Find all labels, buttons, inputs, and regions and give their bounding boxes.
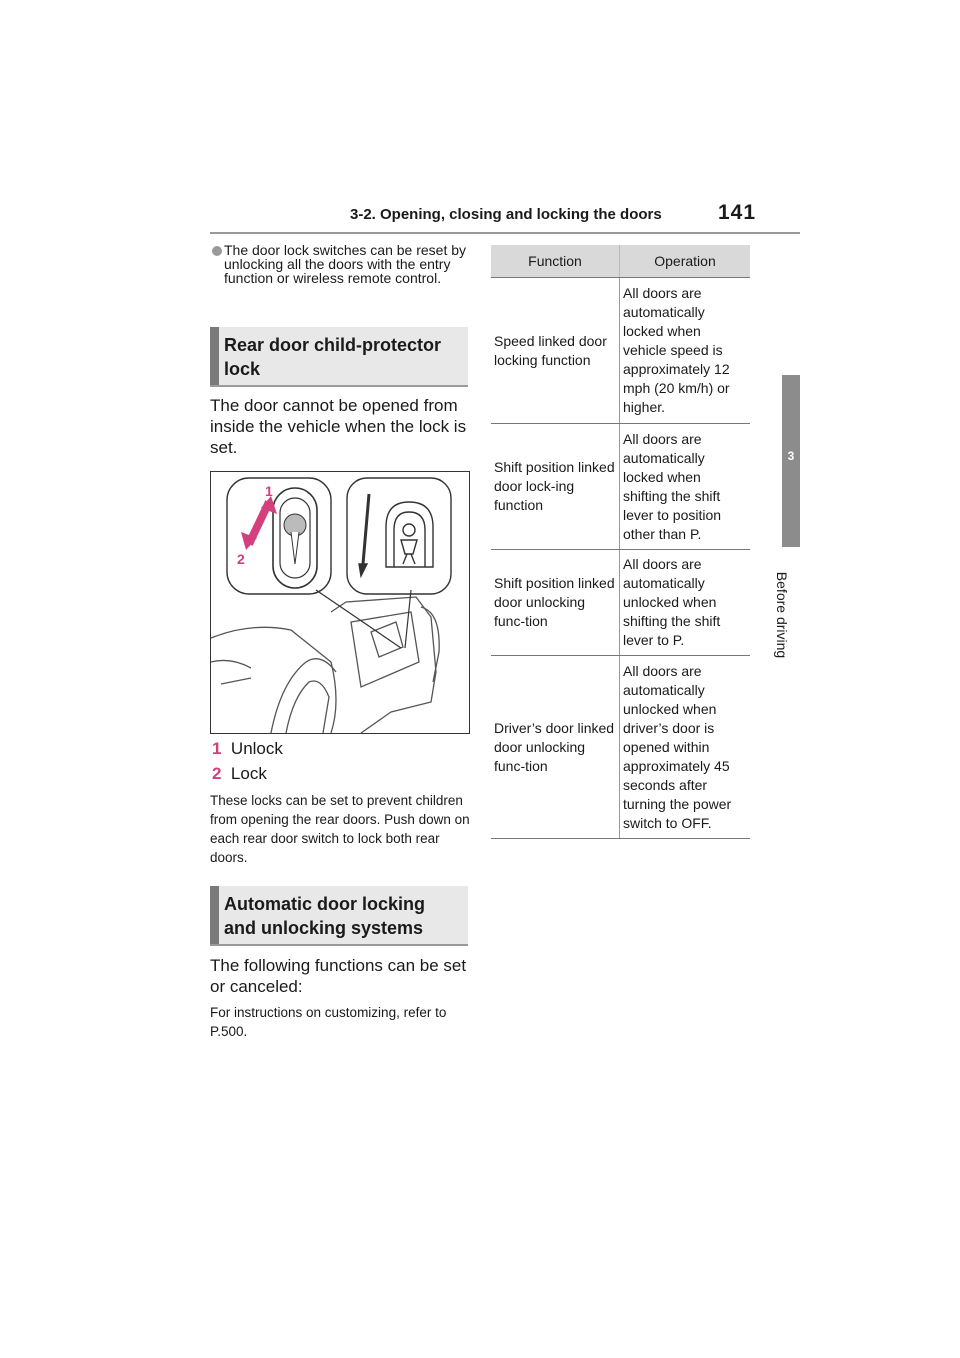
item-unlock bbox=[212, 738, 283, 759]
bullet-icon bbox=[212, 246, 222, 256]
chapter-label bbox=[764, 560, 800, 670]
function-cell: Driver’s door linked door unlocking func-tion bbox=[491, 656, 620, 839]
operation-cell: All doors are automatically locked when shifting the shift lever to position other than P. bbox=[620, 424, 751, 550]
section-heading-text: Automatic door locking and unlocking systems bbox=[224, 894, 426, 938]
section-heading-text: Rear door child-protector lock bbox=[224, 335, 442, 379]
child-lock-illustration bbox=[210, 471, 470, 734]
operation-cell: All doors are automatically unlocked when shifting the shift lever to P. bbox=[620, 550, 751, 656]
figure-label-2: 2 bbox=[237, 551, 245, 567]
section-heading-auto-lock bbox=[210, 886, 468, 946]
section-heading-child-lock bbox=[210, 327, 468, 387]
table-row bbox=[491, 278, 750, 424]
item-label: Lock bbox=[230, 764, 267, 783]
function-cell: Shift position linked door lock-ing function bbox=[491, 424, 620, 550]
table-header-row bbox=[491, 245, 750, 278]
customizing-note: For instructions on customizing, refer to P.500. bbox=[210, 1005, 447, 1039]
bullet-text: The door lock switches can be reset by unlocking all the doors with the entry function or wireless remote control. bbox=[224, 242, 467, 286]
column-header-function: Function bbox=[491, 245, 620, 278]
section-title: 3-2. Opening, closing and locking the doors bbox=[350, 206, 662, 223]
function-table bbox=[491, 245, 750, 839]
table-row bbox=[491, 656, 750, 839]
child-lock-note: These locks can be set to prevent children from opening the rear doors. Push down on each rear door switch to lock both rear doors. bbox=[210, 793, 470, 865]
child-lock-intro: The door cannot be opened from inside the vehicle when the lock is set. bbox=[210, 396, 467, 457]
chapter-label-text: Before driving bbox=[774, 571, 790, 659]
table-row bbox=[491, 550, 750, 656]
operation-cell: All doors are automatically locked when vehicle speed is approximately 12 mph (20 km/h) or higher. bbox=[620, 278, 751, 424]
item-label: Unlock bbox=[230, 739, 283, 758]
header-divider bbox=[210, 232, 800, 234]
item-number: 2 bbox=[212, 764, 222, 783]
chapter-number: 3 bbox=[787, 449, 795, 463]
item-lock bbox=[212, 763, 267, 784]
function-cell: Shift position linked door unlocking func-tion bbox=[491, 550, 620, 656]
page-number: 141 bbox=[718, 201, 757, 224]
table-row bbox=[491, 424, 750, 550]
item-number: 1 bbox=[212, 739, 222, 758]
column-header-operation: Operation bbox=[620, 245, 751, 278]
function-cell: Speed linked door locking function bbox=[491, 278, 620, 424]
figure-label-1: 1 bbox=[265, 483, 273, 499]
auto-lock-intro: The following functions can be set or canceled: bbox=[210, 956, 467, 996]
operation-cell: All doors are automatically unlocked when driver’s door is opened within approximately 45 seconds after turning the power switch to OFF. bbox=[620, 656, 751, 839]
